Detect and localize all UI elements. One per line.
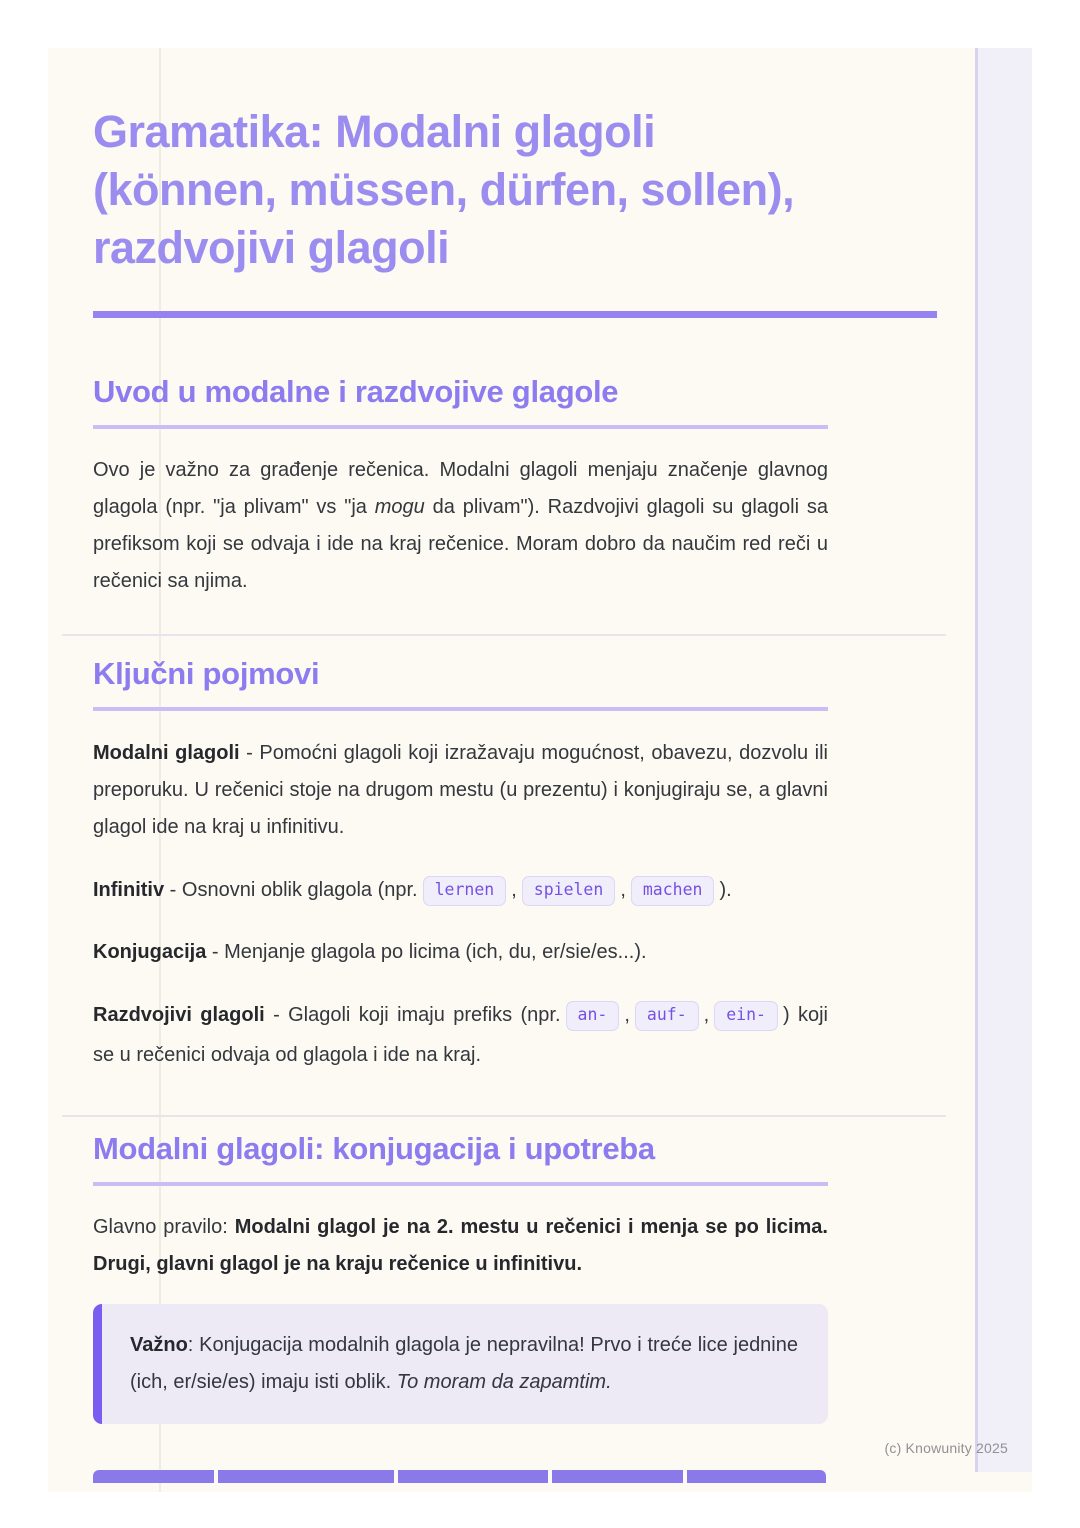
term-paragraph-infinitiv <box>93 870 828 910</box>
code-chip: lernen <box>423 876 507 906</box>
code-chip-list <box>418 879 720 901</box>
callout-italic-note: To moram da zapamtim. <box>396 1371 612 1393</box>
term-paragraph-konjugacija <box>93 934 828 971</box>
term-label: Modalni glagoli <box>93 742 240 764</box>
table-header-stub-cell <box>398 1470 548 1483</box>
term-definition-pre: Glagoli koji imaju prefiks (npr. <box>288 1004 561 1026</box>
intro-paragraph <box>93 452 828 600</box>
callout-label: Važno <box>130 1334 188 1356</box>
code-chip: auf- <box>635 1001 699 1031</box>
chip-separator: , <box>624 1004 630 1026</box>
term-definition-pre: Osnovni oblik glagola (npr. <box>181 879 418 901</box>
term-dash: - <box>239 742 260 764</box>
term-label: Infinitiv <box>93 879 165 901</box>
term-definition: Pomoćni glagoli koji izražavaju mogućnost, obavezu, dozvolu ili preporuku. U rečenici stoje na drugom mestu (u prezentu) i konjugiraju se, a glavni glagol ide na kraj u infinitivu. <box>93 742 828 838</box>
code-chip: ein- <box>714 1001 778 1031</box>
code-chip: spielen <box>522 876 616 906</box>
callout-colon: : <box>187 1334 200 1356</box>
callout-paragraph <box>130 1327 798 1401</box>
intro-text-rest: da plivam"). Razdvojivi glagoli su glagoli sa prefiksom koji se odvaja i ide na kraj rečenice. Moram dobro da naučim red reči u rečenici sa njima. <box>93 496 828 592</box>
term-label: Konjugacija <box>93 941 207 963</box>
section-heading-modal-verbs: Modalni glagoli: konjugacija i upotreba <box>93 1131 655 1166</box>
section-rule <box>93 1182 828 1186</box>
intro-text-italic: mogu <box>374 496 425 518</box>
term-dash: - <box>264 1004 289 1026</box>
copyright-notice: (c) Knowunity 2025 <box>884 1440 1008 1456</box>
section-heading-key-terms: Ključni pojmovi <box>93 656 320 691</box>
section-heading-intro: Uvod u modalne i razdvojive glagole <box>93 374 619 409</box>
code-chip: machen <box>631 876 715 906</box>
code-chip: an- <box>566 1001 620 1031</box>
chip-separator: , <box>620 879 626 901</box>
document-page <box>48 48 1032 1492</box>
table-header-stub <box>93 1470 826 1483</box>
term-dash: - <box>206 941 225 963</box>
chip-separator: , <box>703 1004 710 1026</box>
section-rule <box>93 707 828 711</box>
table-header-stub-cell <box>552 1470 683 1483</box>
table-header-stub-cell <box>687 1470 826 1483</box>
rule-lead: Glavno pravilo: <box>93 1216 235 1238</box>
table-header-stub-cell <box>93 1470 214 1483</box>
page-edge-stripe <box>975 48 1032 1472</box>
title-rule <box>93 311 937 318</box>
page-title: Gramatika: Modalni glagoli (können, müssen, dürfen, sollen), razdvojivi glagoli <box>93 106 795 273</box>
term-dash: - <box>164 879 182 901</box>
intro-text-start: Ovo je važno za građenje rečenica. Modalni glagoli menjaju značenje glavnog glagola (npr. "ja plivam" vs "ja <box>93 459 828 518</box>
term-label: Razdvojivi glagoli <box>93 1004 265 1026</box>
callout-text: Konjugacija modalnih glagola je nepravilna! Prvo i treće lice jednine (ich, er/sie/es) imaju isti oblik. <box>130 1334 798 1393</box>
important-callout <box>93 1304 828 1424</box>
rule-bold-text: Modalni glagol je na 2. mestu u rečenici i menja se po licima. Drugi, glavni glagol je na kraju rečenice u infinitivu. <box>93 1216 828 1275</box>
term-definition-post: ) koji se u rečenici odvaja od glagola i ide na kraj. <box>93 1004 828 1066</box>
main-rule-paragraph <box>93 1209 828 1283</box>
term-paragraph-razdvojivi-glagoli <box>93 995 828 1075</box>
content-column <box>93 48 828 1424</box>
table-header-stub-cell <box>218 1470 394 1483</box>
chip-separator: , <box>511 879 517 901</box>
section-rule <box>93 425 828 429</box>
term-definition-post: ). <box>719 879 732 901</box>
term-paragraph-modalni-glagoli <box>93 735 828 846</box>
code-chip-list <box>561 1004 783 1026</box>
term-definition: Menjanje glagola po licima (ich, du, er/sie/es...). <box>224 941 647 963</box>
